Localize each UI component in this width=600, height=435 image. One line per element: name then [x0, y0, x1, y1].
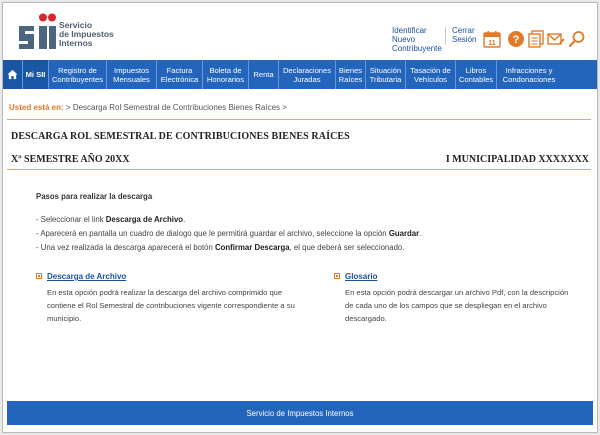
- nav-infracciones-condonaciones[interactable]: [497, 60, 561, 89]
- link-line: Cerrar: [452, 26, 475, 35]
- nav-declaraciones-juradas[interactable]: [279, 60, 336, 89]
- logo-text-line: de Impuestos: [59, 29, 114, 39]
- nav-label: Raíces: [338, 74, 363, 84]
- nav-situacion-tributaria[interactable]: [366, 60, 406, 89]
- home-icon: [7, 69, 18, 80]
- search-icon[interactable]: [568, 30, 586, 48]
- link-line: Sesión: [452, 35, 477, 44]
- mail-icon[interactable]: [547, 30, 565, 48]
- divider: [7, 169, 591, 170]
- page-title: DESCARGA ROL SEMESTRAL DE CONTRIBUCIONES BIENES RAÍCES: [11, 131, 350, 142]
- main-nav: [3, 60, 597, 89]
- nav-factura-electronica[interactable]: [157, 60, 203, 89]
- step-emphasis: Guardar: [388, 229, 420, 238]
- nav-label: Infracciones y: [505, 65, 553, 75]
- nav-registro-contribuyentes[interactable]: [49, 60, 107, 89]
- nav-label: Mensuales: [113, 74, 150, 84]
- nav-label: Electrónica: [160, 74, 199, 84]
- calendar-day: 11: [488, 40, 496, 47]
- breadcrumb: [9, 103, 287, 112]
- nav-label: Registro de: [58, 65, 97, 75]
- logo-text: [59, 21, 114, 48]
- step-emphasis: Confirmar Descarga: [215, 243, 290, 252]
- step-text: - Seleccionar el link: [36, 215, 106, 224]
- nav-boleta-honorarios[interactable]: [203, 60, 249, 89]
- divider: [7, 119, 591, 120]
- identify-contributor-link[interactable]: [392, 26, 442, 53]
- nav-label: Impuestos: [113, 65, 150, 75]
- step-text: .: [183, 215, 186, 224]
- nav-label: Honorarios: [206, 74, 245, 84]
- nav-label: Boleta de: [209, 65, 242, 75]
- nav-label: Libros: [465, 65, 487, 75]
- nav-label: Renta: [253, 70, 274, 79]
- breadcrumb-path[interactable]: > Descarga Rol Semestral de Contribuciones Bienes Raíces >: [65, 103, 287, 112]
- nav-label: Juradas: [293, 74, 321, 84]
- step-text: - Una vez realizada la descarga aparecerá el botón: [36, 243, 216, 252]
- nav-label: Factura: [166, 65, 193, 75]
- header-separator: [445, 27, 446, 45]
- documents-icon[interactable]: [527, 30, 545, 48]
- nav-label: Contables: [458, 74, 494, 84]
- nav-impuestos-mensuales[interactable]: [107, 60, 157, 89]
- logo-text-line: Servicio: [59, 20, 93, 30]
- step-text: , el que deberá ser seleccionado.: [289, 243, 405, 252]
- nav-tasacion-vehiculos[interactable]: [406, 60, 456, 89]
- nav-label: Tributaria: [369, 74, 402, 84]
- breadcrumb-label: Usted está en:: [9, 103, 64, 112]
- nav-label: Vehículos: [414, 74, 447, 84]
- nav-mi-sii[interactable]: [23, 60, 49, 89]
- footer-text: Servicio de Impuestos Internos: [246, 408, 354, 418]
- nav-label: Mi SII: [25, 70, 46, 79]
- nav-libros-contables[interactable]: [456, 60, 497, 89]
- calendar-icon[interactable]: [483, 30, 501, 48]
- link-line: Contribuyente: [392, 44, 442, 53]
- sii-logo[interactable]: [13, 13, 57, 57]
- bullet-icon: [334, 273, 340, 279]
- glosario-description: En esta opción podrá descargar un archivo Pdf, con la descripción de cada uno de los campos que se despliegan en el archivo descargado.: [345, 288, 569, 323]
- logo-text-line: Internos: [59, 38, 93, 48]
- nav-label: Tasación de: [410, 65, 451, 75]
- descarga-archivo-link[interactable]: Descarga de Archivo: [47, 272, 127, 281]
- nav-bienes-raices[interactable]: [336, 60, 366, 89]
- svg-text:?: ?: [512, 34, 520, 46]
- step-3: [36, 243, 404, 252]
- step-text: - Aparecerá en pantalla un cuadro de dialogo que le permitirá guardar el archivo, seleccione la opción: [36, 229, 389, 238]
- bullet-icon: [36, 273, 42, 279]
- nav-label: Condonaciones: [502, 74, 556, 84]
- municipality-label: I MUNICIPALIDAD XXXXXXX: [445, 154, 589, 165]
- logout-link[interactable]: [452, 26, 476, 44]
- help-icon[interactable]: [507, 30, 525, 48]
- link-line: Identificar Nuevo: [392, 26, 427, 44]
- step-2: [36, 229, 421, 238]
- step-emphasis: Descarga de Archivo: [105, 215, 184, 224]
- nav-label: Situación: [369, 65, 402, 75]
- step-1: [36, 215, 185, 224]
- nav-home[interactable]: [3, 60, 23, 89]
- footer: [7, 401, 593, 425]
- nav-label: Bienes: [338, 65, 363, 75]
- semester-label: Xº SEMESTRE AÑO 20XX: [11, 154, 130, 165]
- nav-label: Declaraciones: [282, 65, 332, 75]
- step-text: .: [419, 229, 422, 238]
- header: [3, 3, 597, 63]
- page-frame: [2, 2, 598, 433]
- nav-label: Contribuyentes: [51, 74, 104, 84]
- glosario-link[interactable]: Glosario: [345, 272, 378, 281]
- descarga-archivo-description: En esta opción podrá realizar la descarga del archivo comprimido que contiene el Rol Semestral de contribuciones vigente correspondiente a su municipio.: [47, 288, 295, 323]
- nav-renta[interactable]: [249, 60, 279, 89]
- steps-title: Pasos para realizar la descarga: [36, 192, 153, 201]
